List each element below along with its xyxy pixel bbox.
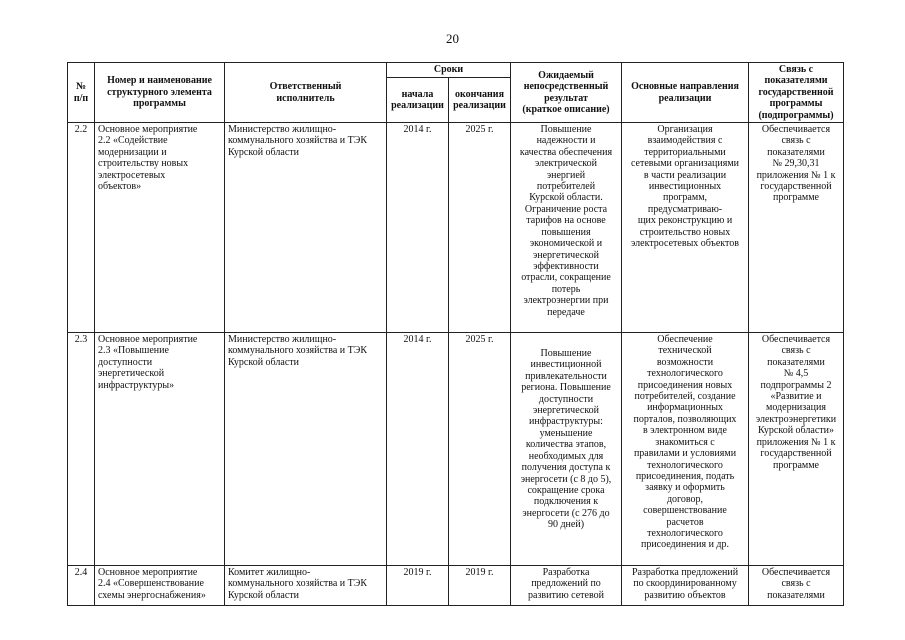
row-element: Основное мероприятие 2.4 «Совершенствование схемы энергоснабжения» — [95, 566, 225, 606]
row-link: Обеспечивается связь с показателями № 4,5 подпрограммы 2 «Развитие и модернизация электроэнергетики Курской области» приложения № 1 к государственной программе — [749, 333, 844, 566]
row-end: 2025 г. — [449, 123, 511, 333]
header-link: Связь с показателями государственной программы (подпрограммы) — [749, 63, 844, 123]
header-num: № п/п — [68, 63, 95, 123]
row-num: 2.4 — [68, 566, 95, 606]
row-start: 2014 г. — [387, 333, 449, 566]
row-end: 2025 г. — [449, 333, 511, 566]
page-number: 20 — [446, 31, 459, 46]
row-link: Обеспечивается связь с показателями № 29,30,31 приложения № 1 к государственной программе — [749, 123, 844, 333]
header-executor: Ответственный исполнитель — [225, 63, 387, 123]
header-start: начала реализации — [387, 78, 449, 123]
table-row — [68, 333, 844, 566]
program-table — [67, 62, 844, 606]
row-start: 2019 г. — [387, 566, 449, 606]
row-directions: Обеспечение технической возможности технологического присоединения новых потребителей, создание информационных порталов, позволяющих в электронном виде знакомиться с правилами и условиями технологического присоединения, подать заявку и оформить договор, совершенствование расчетов технологического присоединения и др. — [622, 333, 749, 566]
row-start: 2014 г. — [387, 123, 449, 333]
row-directions: Разработка предложений по скоординированному развитию объектов — [622, 566, 749, 606]
row-result: Разработка предложений по развитию сетевой — [511, 566, 622, 606]
header-directions: Основные направления реализации — [622, 63, 749, 123]
row-directions: Организация взаимодействия с территориальными сетевыми организациями в части реализации инвестиционных программ, предусматриваю- щих реконструкцию и строительство новых электросетевых объектов — [622, 123, 749, 333]
row-result: Повышение инвестиционной привлекательности региона. Повышение доступности энергетической инфраструктуры: уменьшение количества этапов, необходимых для получения доступа к энергосети (с 8 до 5), сокращение срока подключения к энергосети (с 276 до 90 дней) — [511, 333, 622, 566]
header-terms: Сроки — [387, 63, 511, 78]
row-num: 2.3 — [68, 333, 95, 566]
row-result: Повышение надежности и качества обеспечения электрической энергией потребителей Курской области. Ограничение роста тарифов на основе повышения экономической и энергетической эффективности отрасли, сокращение потерь электроэнергии при передаче — [511, 123, 622, 333]
row-end: 2019 г. — [449, 566, 511, 606]
header-result: Ожидаемый непосредственный результат (краткое описание) — [511, 63, 622, 123]
row-executor: Министерство жилищно- коммунального хозяйства и ТЭК Курской области — [225, 333, 387, 566]
row-element: Основное мероприятие 2.2 «Содействие модернизации и строительству новых электросетевых объектов» — [95, 123, 225, 333]
header-end: окончания реализации — [449, 78, 511, 123]
table-row — [68, 123, 844, 333]
row-executor: Министерство жилищно- коммунального хозяйства и ТЭК Курской области — [225, 123, 387, 333]
row-link: Обеспечивается связь с показателями — [749, 566, 844, 606]
row-element: Основное мероприятие 2.3 «Повышение доступности энергетической инфраструктуры» — [95, 333, 225, 566]
row-num: 2.2 — [68, 123, 95, 333]
header-element: Номер и наименование структурного элемента программы — [95, 63, 225, 123]
row-executor: Комитет жилищно- коммунального хозяйства и ТЭК Курской области — [225, 566, 387, 606]
table-row — [68, 566, 844, 606]
